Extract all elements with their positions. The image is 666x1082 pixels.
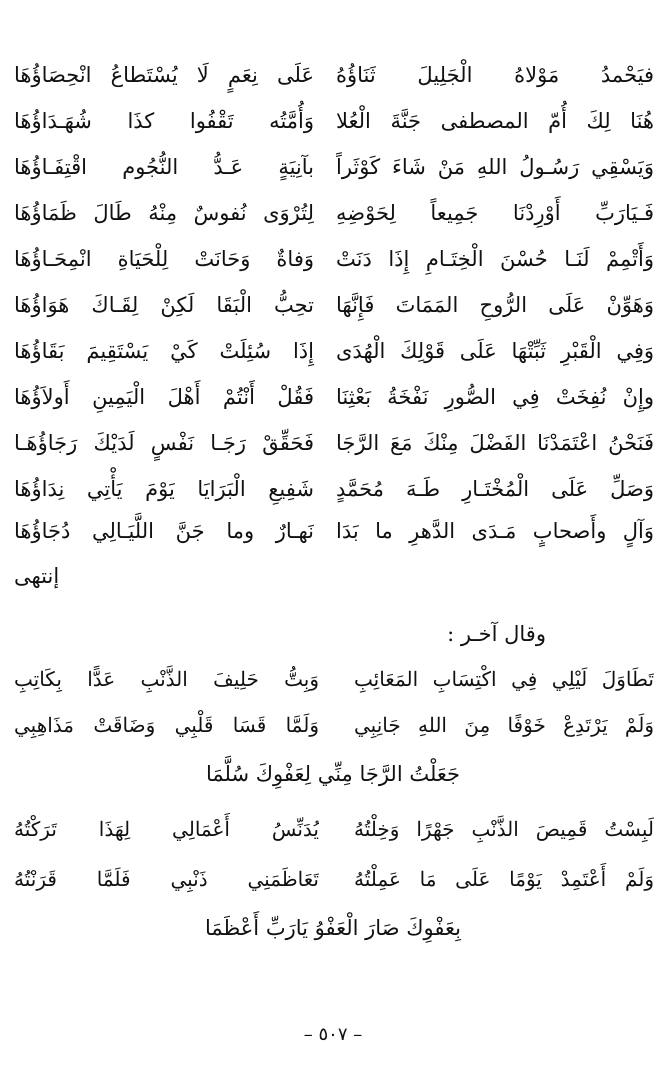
verse-second-hemistich: لِتُرْوَى نُفوسٌ مِنْهُ طَالَ ظَمَاؤُهَا [14,201,314,225]
verse [14,282,654,328]
page-number: – ٥٠٧ – [303,1024,363,1045]
verse [14,508,654,554]
poem-intro: وقال آخـر : [447,622,546,646]
refrain-line: بِعَفْوِكَ صَارَ الْعَفْوُ يَارَبِّ أَعْظَمَا [205,916,461,940]
verse-second-hemistich: يُدَنِّسُ أَعْمَالِي لِهَذَا تَرَكْتُهُ [14,817,319,841]
verse-second-hemistich: بآنِيَةٍ عَـدُّ النُّجُوم اقْتِفَـاؤُهَا [14,155,314,179]
verse [14,98,654,144]
verse [14,420,654,466]
verse-first-hemistich: وَصَلِّ عَلَى الْمُخْتَـارِ طَـهَ مُحَمَّدٍ [336,477,654,501]
verse-second-hemistich: إِذَا سُئِلَتْ كَيْ يَسْتَقِيمَ بَقَاؤُهَا [14,339,314,363]
verse-second-hemistich: تحِبُّ الْبَقَا لَكِنْ لِقَـاكَ هَوَاؤُهَا [14,293,314,317]
verse-first-hemistich: تَطَاوَلَ لَيْلِي فِي اكْتِسَابِ المَعَائِبِ [354,667,654,691]
verse-first-hemistich: وَيَسْقِي رَسُـولُ اللهِ مَنْ شَاءَ كَوْثَراً [336,155,654,179]
verse [14,328,654,374]
verse-second-hemistich: نَهـارٌ وما جَنَّ اللَّيَـالِي دُجَاؤُهَا [14,519,314,543]
verse [14,656,654,702]
verse [14,806,654,852]
verse-first-hemistich: هُنَا لِكَ أُمّ المصطفى جَنَّةَ الْعُلا [336,109,654,133]
verse-second-hemistich: وَأُمَّتُه تَقْفُوا كذَا شُهَـدَاؤُهَا [14,109,314,133]
verse-first-hemistich: وَأَتْمِمْ لَنَـا حُسْنَ الْخِتَـامِ إِذَا دَنَتْ [336,247,654,271]
verse [14,374,654,420]
verse-first-hemistich: فَـيَارَبِّ أَوْرِدْنَا جَمِيعاً لِحَوْضِهِ [336,201,654,225]
verse [14,236,654,282]
verse [14,702,654,748]
verse-first-hemistich: وَفِي الْقَبْرِ ثَبِّتْهَا عَلَى قَوْلِكَ الْهُدَى [336,339,654,363]
verse-second-hemistich: عَلَى نِعَمٍ لَا يُسْتَطاعُ انْحِصَاؤُهَا [14,63,314,87]
verse-second-hemistich: فَقُلْ أَنْتُمْ أَهْلَ الْيَمِينِ أَولاَؤُهَا [14,385,314,409]
verse [14,52,654,98]
verse-second-hemistich: شَفِيعِ الْبَرَايَا يَوْمَ يَأْتِي نِدَاؤُهَا [14,477,314,501]
verse-first-hemistich: وَلَمْ أَعْتَمِدْ يَوْمًا عَلَى مَا عَمِلْتُهُ [354,867,654,891]
closing-word: إنتهى [14,564,60,588]
verse [14,466,654,512]
verse-first-hemistich: وَآلٍ وأَصحابٍ مَـدَى الدَّهرِ ما بَدَا [336,519,654,543]
verse-first-hemistich: لَبِسْتُ قَمِيصَ الذَّنْبِ جَهْرًا وَخِلْتُهُ [354,817,654,841]
verse-first-hemistich: وَهَوِّنْ عَلَى الرُّوحِ المَمَاتَ فَإِنَّهَا [336,293,654,317]
verse-first-hemistich: فَنَحْنُ اعْتَمَدْنَا الفَضْلَ مِنْكَ مَعَ الرَّجَا [336,431,654,455]
verse-first-hemistich: وَلَمْ يَرْتَدِعْ خَوْفًا مِنَ اللهِ جَانِبِي [354,713,654,737]
verse [14,856,654,902]
verse [14,190,654,236]
verse-second-hemistich: فَحَقِّقْ رَجَـا نَفْسٍ لَدَيْكَ رَجَاؤُهَـا [14,431,314,455]
verse-first-hemistich: فيَحْمدُ مَوْلاهُ الْجَلِيلَ ثَنَاؤُهُ [336,63,654,87]
verse-second-hemistich: وَلَمَّا قَسَا قَلْبِي وَضَاقَتْ مَذَاهِبِي [14,713,319,737]
verse-second-hemistich: وَبِتُّ حَلِيفَ الذَّنْبِ عَدًّا بِكَاتِبِ [14,667,319,691]
verse-second-hemistich: وَفاةٌ وَحَانَتْ لِلْحَيَاةِ انْمِحَـاؤُهَا [14,247,314,271]
verse [14,144,654,190]
verse-second-hemistich: تَعَاظَمَنِي ذَنْبِي فَلَمَّا قَرَنْتُهُ [14,867,319,891]
verse-first-hemistich: وإِنْ نُفِخَتْ فِي الصُّورِ نَفْخَةُ بَعْثِنَا [336,385,654,409]
refrain-line: جَعَلْتُ الرَّجَا مِنِّي لِعَفْوِكَ سُلَّمَا [205,762,461,786]
